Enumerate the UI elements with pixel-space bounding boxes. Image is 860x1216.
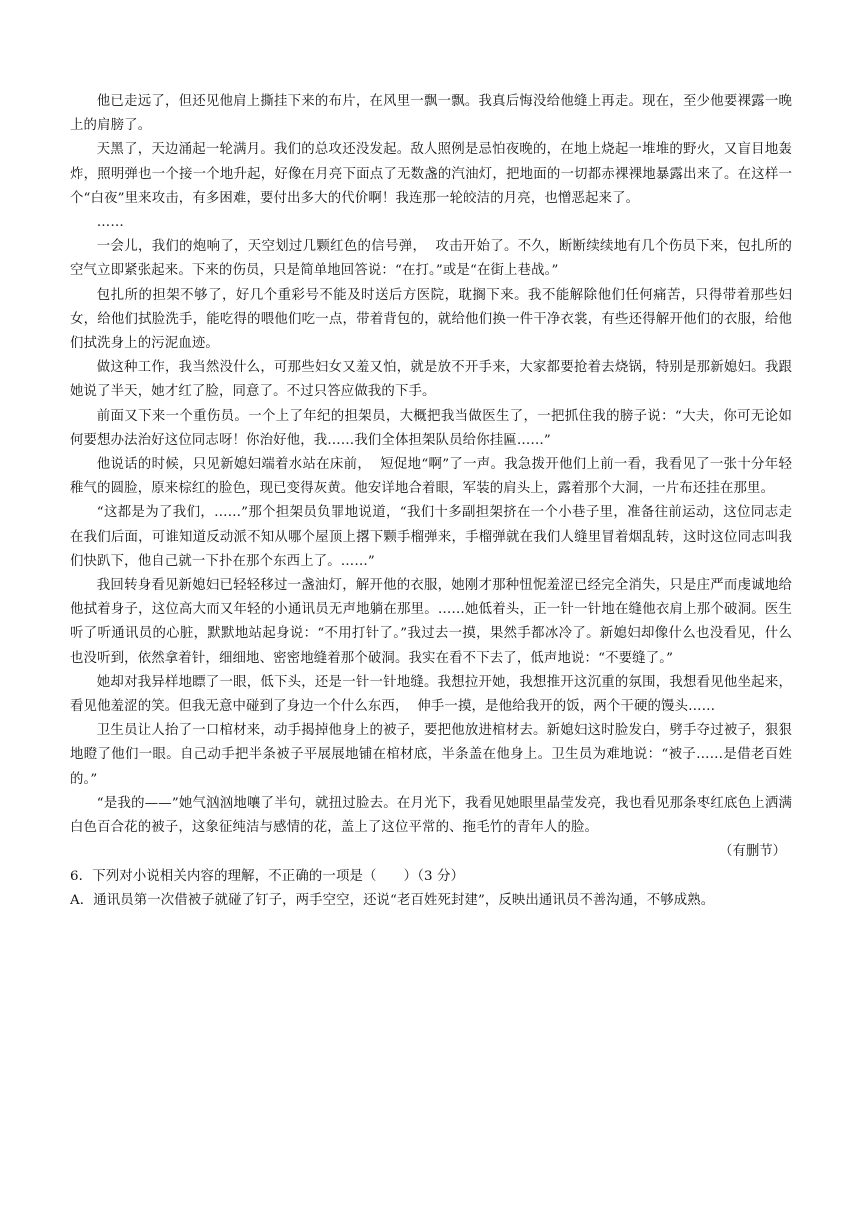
- passage-paragraph-3: 一会儿，我们的炮响了，天空划过几颗红色的信号弹， 攻击开始了。不久，断断续续地有几个伤员下来，包扎所的空气立即紧张起来。下来的伤员，只是简单地回答说：“在打。”或是“在街上巷战。”: [70, 239, 792, 279]
- passage-paragraph-12: “是我的——”她气汹汹地嚷了半句，就扭过脸去。在月光下，我看见她眼里晶莹发亮，我也看见那条枣红底色上洒满白色百合花的被子，这象征纯洁与感情的花，盖上了这位平常的、拖毛竹的青年人的脸。: [70, 795, 792, 836]
- passage-ellipsis: ……: [96, 215, 124, 231]
- passage-paragraph-7: 他说话的时候，只见新媳妇端着水站在床前， 短促地“啊”了一声。我急拨开他们上前一看，我看见了一张十分年轻稚气的圆脸，原来棕红的脸色，现已变得灰黄。他安详地合着眼，军装的肩头上，露着那个大洞，一片布还挂在那里。: [70, 457, 792, 497]
- passage-paragraph-9: 我回转身看见新媳妇已轻轻移过一盏油灯，解开他的衣服，她刚才那种忸怩羞涩已经完全消失，只是庄严而虔诚地给他拭着身子，这位高大而又年轻的小通讯员无声地躺在那里。……她低着头，正一针一针地在缝他衣肩上那个破洞。医生听了听通讯员的心脏，默默地站起身说：“不用打针了。”我过去一摸，果然手都冰冷了。新媳妇却像什么也没看见，什么也没听到，依然拿着针，细细地、密密地缝着那个破洞。我实在看不下去了，低声地说：“不要缝了。”: [70, 578, 792, 666]
- passage-paragraph-10: 她却对我异样地瞟了一眼，低下头，还是一针一针地缝。我想拉开她，我想推开这沉重的氛围，我想看见他坐起来，看见他羞涩的笑。但我无意中碰到了身边一个什么东西， 伸手一摸，是他给我开的饭，两个干硬的馒头……: [70, 674, 792, 715]
- document-page: [70, 90, 792, 913]
- passage-paragraph-2: 天黑了，天边涌起一轮满月。我们的总攻还没发起。敌人照例是忌怕夜晚的，在地上烧起一堆堆的野火，又盲目地轰炸，照明弹也一个接一个地升起，好像在月亮下面点了无数盏的汽油灯，把地面的一切都赤裸裸地暴露出来了。在这样一个“白夜”里来攻击，有多困难，要付出多大的代价啊！我连那一轮皎洁的月亮，也憎恶起来了。: [70, 142, 792, 206]
- source-note: （有删节）: [719, 844, 786, 860]
- passage-paragraph-5: 做这种工作，我当然没什么，可那些妇女又羞又怕，就是放不开手来，大家都要抢着去烧锅，特别是那新媳妇。我跟她说了半天，她才红了脸，同意了。不过只答应做我的下手。: [70, 360, 792, 400]
- passage-paragraph-6: 前面又下来一个重伤员。一个上了年纪的担架员，大概把我当做医生了，一把抓住我的膀子说：“大夫，你可无论如何要想办法治好这位同志呀！你治好他，我……我们全体担架队员给你挂匾……”: [70, 408, 792, 448]
- passage-paragraph-4: 包扎所的担架不够了，好几个重彩号不能及时送后方医院，耽搁下来。我不能解除他们任何痛苦，只得带着那些妇女，给他们拭脸洗手，能吃得的喂他们吃一点，带着背包的，就给他们换一件干净衣裳，有些还得解开他们的衣服，给他们拭洗身上的污泥血迹。: [70, 287, 792, 352]
- question-stem: 6．下列对小说相关内容的理解，不正确的一项是（ ）（3 分）: [70, 868, 465, 884]
- question-option-a: A．通讯员第一次借被子就碰了钉子，两手空空，还说“老百姓死封建”，反映出通讯员不善沟通，不够成熟。: [70, 892, 715, 908]
- passage-paragraph-8: “这都是为了我们，……”那个担架员负罪地说道，“我们十多副担架挤在一个小巷子里，准备往前运动，这位同志走在我们后面，可谁知道反动派不知从哪个屋顶上撂下颗手榴弹来，手榴弹就在我们人缝里冒着烟乱转，这时这位同志叫我们快趴下，他自己就一下扑在那个东西上了。……”: [70, 505, 792, 569]
- passage-paragraph-11: 卫生员让人抬了一口棺材来，动手揭掉他身上的被子，要把他放进棺材去。新媳妇这时脸发白，劈手夺过被子，狠狠地瞪了他们一眼。自己动手把半条被子平展展地铺在棺材底，半条盖在他身上。卫生员为难地说：“被子……是借老百姓的。”: [70, 723, 792, 787]
- passage-paragraph-1: 他已走远了，但还见他肩上撕挂下来的布片，在风里一飘一飘。我真后悔没给他缝上再走。现在，至少他要裸露一晚上的肩膀了。: [70, 94, 792, 134]
